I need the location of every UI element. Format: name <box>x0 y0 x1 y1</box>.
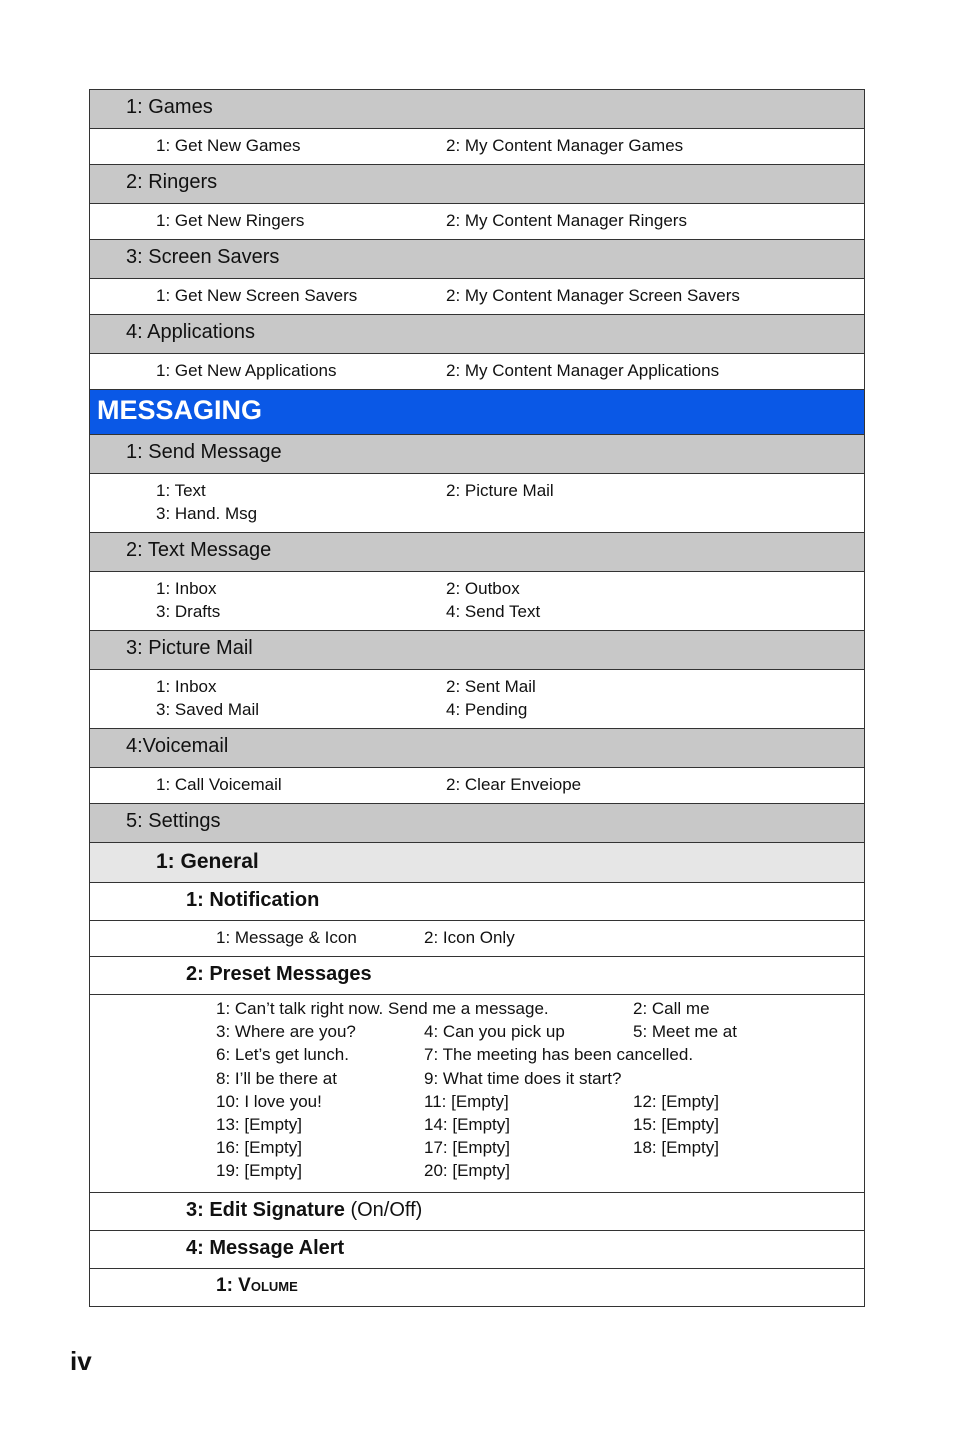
applications-subitems <box>90 354 864 390</box>
list-item: 1: Call Voicemail <box>156 775 282 794</box>
ringers-subitems <box>90 204 864 240</box>
section-title: 4:Voicemail <box>126 735 229 757</box>
settings-general <box>90 843 864 883</box>
general-label: 1: General <box>156 850 259 873</box>
list-item: 1: Inbox <box>156 677 217 696</box>
preset-message-item: 6: Let’s get lunch. <box>216 1045 349 1065</box>
list-item: 2: Outbox <box>446 579 520 598</box>
text-message-subitems <box>90 572 864 631</box>
preset-message-item: 11: [Empty] <box>424 1091 509 1111</box>
section-games <box>90 90 864 129</box>
section-title: 5: Settings <box>126 810 221 832</box>
list-item: 4: Pending <box>446 700 528 719</box>
preset-message-item: 5: Meet me at <box>633 1022 737 1042</box>
section-screen-savers <box>90 240 864 279</box>
preset-message-item: 8: I’ll be there at <box>216 1068 337 1088</box>
preset-message-item: 15: [Empty] <box>633 1115 719 1134</box>
section-title: 3: Screen Savers <box>126 246 280 268</box>
list-item: 1: Message & Icon <box>216 928 357 947</box>
list-item: 1: Get New Applications <box>156 361 337 380</box>
preset-message-item: 20: [Empty] <box>424 1161 510 1181</box>
section-title: 2: Ringers <box>126 171 218 193</box>
settings-message-alert <box>90 1231 864 1269</box>
section-settings <box>90 804 864 843</box>
section-text-message <box>90 533 864 572</box>
preset-message-item: 17: [Empty] <box>424 1138 510 1158</box>
list-item: 2: My Content Manager Applications <box>446 361 720 380</box>
section-title: 4: Applications <box>126 321 255 343</box>
notification-options <box>90 921 864 957</box>
preset-message-item: 16: [Empty] <box>216 1138 302 1158</box>
send-message-subitems <box>90 474 864 533</box>
message-alert-label: 4: Message Alert <box>186 1237 345 1259</box>
section-title: 2: Text Message <box>126 539 272 561</box>
games-subitems <box>90 129 864 165</box>
settings-notification <box>90 883 864 921</box>
picture-mail-subitems <box>90 670 864 729</box>
list-item: 1: Get New Screen Savers <box>156 286 358 305</box>
messaging-heading <box>90 390 864 435</box>
list-item: 1: Text <box>156 481 206 500</box>
settings-preset-messages <box>90 957 864 995</box>
list-item: 3: Hand. Msg <box>156 504 258 523</box>
preset-message-item: 19: [Empty] <box>216 1161 302 1181</box>
section-ringers <box>90 165 864 204</box>
list-item: 2: My Content Manager Screen Savers <box>446 286 740 305</box>
preset-message-item: 10: I love you! <box>216 1091 322 1111</box>
preset-message-item: 2: Call me <box>633 999 710 1018</box>
preset-message-item: 14: [Empty] <box>424 1115 510 1134</box>
settings-volume <box>90 1269 864 1307</box>
volume-label: 1: Volume <box>216 1275 298 1296</box>
list-item: 3: Drafts <box>156 602 221 621</box>
heading-text: MESSAGING <box>97 395 263 425</box>
preset-message-item: 18: [Empty] <box>633 1138 719 1158</box>
list-item: 2: Sent Mail <box>446 677 536 696</box>
list-item: 2: Picture Mail <box>446 481 554 500</box>
preset-message-item: 9: What time does it start? <box>424 1068 622 1088</box>
list-item: 1: Inbox <box>156 579 217 598</box>
edit-signature-title: 3: Edit Signature <box>186 1199 345 1221</box>
list-item: 4: Send Text <box>446 602 541 621</box>
preset-message-item: 7: The meeting has been cancelled. <box>424 1045 694 1065</box>
settings-edit-signature <box>90 1193 864 1231</box>
voicemail-subitems <box>90 768 864 804</box>
list-item: 1: Get New Games <box>156 136 301 155</box>
page-number: iv <box>70 1346 92 1376</box>
preset-messages-label: 2: Preset Messages <box>186 963 372 985</box>
list-item: 2: My Content Manager Games <box>446 136 684 155</box>
section-picture-mail <box>90 631 864 670</box>
section-title: 1: Games <box>126 96 213 118</box>
section-title: 1: Send Message <box>126 441 282 463</box>
list-item: 3: Saved Mail <box>156 700 259 719</box>
preset-message-item: 12: [Empty] <box>633 1091 719 1111</box>
section-voicemail <box>90 729 864 768</box>
screen-savers-subitems <box>90 279 864 315</box>
preset-message-item: 4: Can you pick up <box>424 1022 565 1042</box>
list-item: 1: Get New Ringers <box>156 211 305 230</box>
preset-message-item: 1: Can’t talk right now. Send me a message. <box>216 999 549 1018</box>
menu-table <box>89 89 865 1307</box>
section-send-message <box>90 435 864 474</box>
list-item: 2: Icon Only <box>424 928 515 947</box>
preset-messages-list <box>90 995 864 1193</box>
edit-signature-label <box>186 1199 422 1222</box>
notification-label: 1: Notification <box>186 889 320 911</box>
list-item: 2: Clear Enveiope <box>446 775 582 794</box>
section-applications <box>90 315 864 354</box>
list-item: 2: My Content Manager Ringers <box>446 211 687 230</box>
preset-message-item: 3: Where are you? <box>216 1022 356 1042</box>
section-title: 3: Picture Mail <box>126 637 253 659</box>
preset-message-item: 13: [Empty] <box>216 1115 302 1134</box>
edit-signature-suffix: (On/Off) <box>344 1199 423 1221</box>
